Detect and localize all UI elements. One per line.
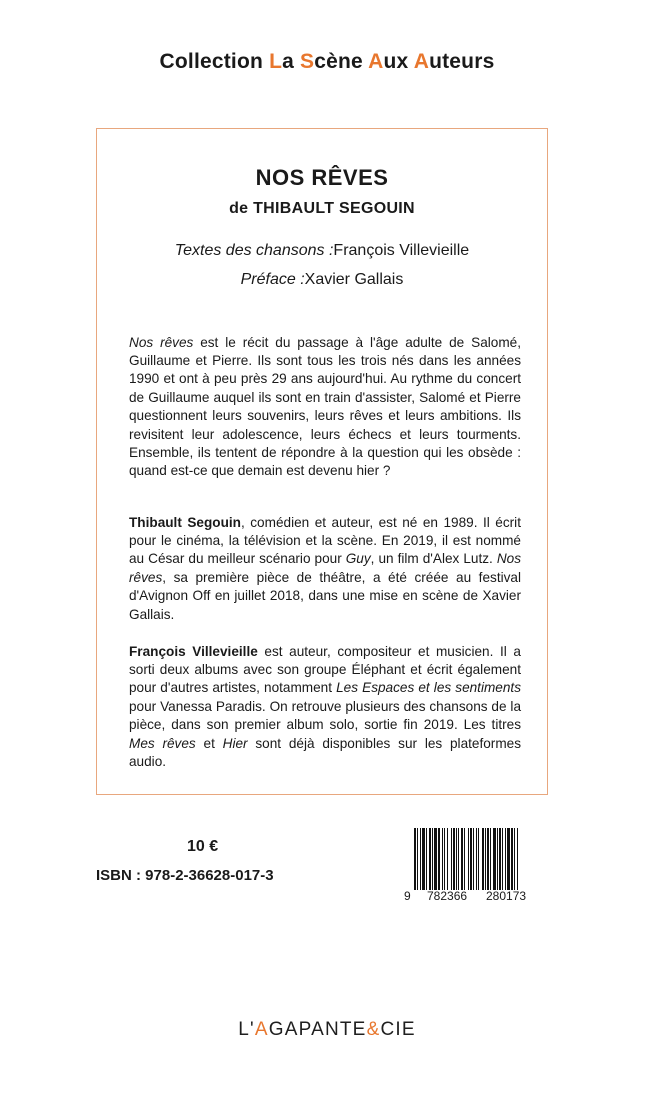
collection-word: ux bbox=[383, 50, 414, 73]
paragraph-run: Les Espaces et les sentiments bbox=[336, 680, 521, 696]
songs-credit bbox=[97, 242, 547, 260]
barcode bbox=[404, 828, 550, 906]
publisher-ampersand: & bbox=[366, 1019, 381, 1040]
publisher-logo bbox=[0, 1019, 654, 1041]
paragraph-run: , sa première pièce de théâtre, a été créée au festival d'Avignon Off en juillet 2018, dans une mise en scène de Xavier Gallais. bbox=[129, 569, 521, 622]
publisher-text: CIE bbox=[380, 1019, 416, 1040]
preface-author: Xavier Gallais bbox=[304, 271, 404, 288]
collection-word: a bbox=[282, 50, 301, 73]
paragraph-run: Mes rêves bbox=[129, 735, 196, 751]
paragraph-run: Hier bbox=[222, 735, 248, 751]
collection-initial: L bbox=[269, 50, 283, 73]
book-title: NOS RÊVES bbox=[255, 165, 389, 190]
publisher-text: GAPANTE bbox=[268, 1019, 367, 1040]
barcode-digit-prefix: 9 bbox=[404, 889, 411, 903]
collection-title bbox=[0, 50, 654, 74]
paragraph-run: Guy bbox=[345, 551, 371, 567]
collection-word: Collection bbox=[159, 50, 270, 73]
collection-initial: S bbox=[300, 50, 315, 73]
songs-author: François Villevieille bbox=[333, 242, 470, 259]
summary-frame bbox=[96, 128, 548, 795]
paragraph-run: , un film d'Alex Lutz. bbox=[370, 551, 497, 567]
paragraph-run: François Villevieille bbox=[129, 643, 258, 659]
book-author: de THIBAULT SEGOUIN bbox=[229, 200, 415, 217]
publisher-accent: A bbox=[254, 1019, 269, 1040]
barcode-digits-right: 280173 bbox=[486, 889, 527, 903]
isbn-label: ISBN : 978-2-36628-017-3 bbox=[96, 867, 274, 884]
publisher-text: L' bbox=[238, 1019, 255, 1040]
collection-initial: A bbox=[368, 50, 384, 73]
paragraph-run: et bbox=[195, 735, 223, 751]
paragraph-run: est auteur, compositeur et musicien. Il a sorti deux albums avec son groupe Éléphant et écrit également pour d'autres artistes, notamment bbox=[129, 643, 521, 696]
paragraph-run: Nos rêves bbox=[129, 334, 194, 350]
barcode-digits-left: 782366 bbox=[427, 889, 468, 903]
paragraph-run: Thibault Segouin bbox=[129, 514, 241, 530]
paragraph-run: Nos rêves bbox=[129, 551, 522, 585]
preface-label: Préface : bbox=[240, 271, 305, 288]
collection-initial: A bbox=[413, 50, 430, 73]
paragraph-run: pour Vanessa Paradis. On retrouve plusieurs des chansons de la pièce, dans son premier album solo, sortie fin 2019. Les titres bbox=[129, 698, 521, 733]
barcode-bar bbox=[517, 828, 518, 890]
paragraph-run: est le récit du passage à l'âge adulte de Salomé, Guillaume et Pierre. Ils sont tous les trois nés dans les années 1990 et ont à peu près 29 ans aujourd'hui. Au rythme du concert de Guillaume auquel ils sont en train d'assister, Salomé et Pierre questionnent leurs souvenirs, leurs rêves et leurs ambitions. Ils revisitent leur adolescence, leurs échecs et leurs tourments. Ensemble, ils tentent de répondre à la question qui les obsède : quand est-ce que demain est devenu hier ? bbox=[129, 334, 521, 479]
paragraph-run: sont déjà disponibles sur les plateformes audio. bbox=[129, 735, 522, 770]
songs-label: Textes des chansons : bbox=[174, 242, 334, 259]
barcode-bars bbox=[414, 828, 518, 890]
preface-credit bbox=[97, 271, 547, 289]
collection-word: uteurs bbox=[429, 50, 495, 73]
composer-bio-paragraph bbox=[129, 643, 521, 772]
synopsis-paragraph bbox=[129, 334, 521, 481]
collection-word: cène bbox=[314, 50, 369, 73]
price-label: 10 € bbox=[187, 838, 219, 855]
author-bio-paragraph bbox=[129, 514, 521, 624]
paragraph-run: , comédien et auteur, est né en 1989. Il écrit pour le cinéma, la télévision et la scène. En 2019, il est nommé au César du meilleur scénario pour bbox=[129, 514, 521, 567]
